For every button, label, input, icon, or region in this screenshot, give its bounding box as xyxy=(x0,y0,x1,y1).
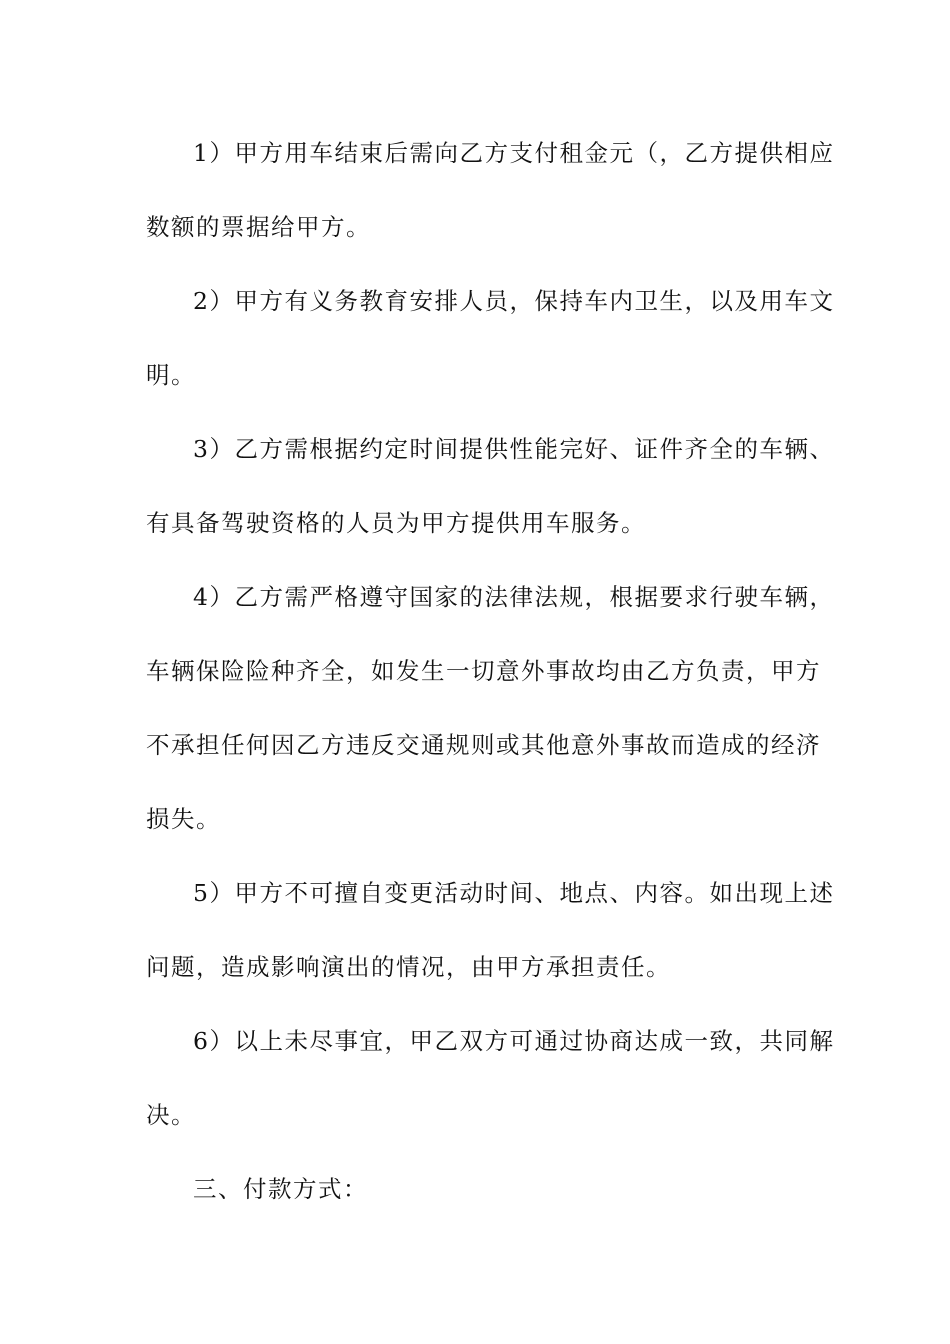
line-13: 6）以上未尽事宜，甲乙双方可通过协商达成一致，共同解 xyxy=(193,1027,835,1055)
line-8: 车辆保险险种齐全，如发生一切意外事故均由乙方负责，甲方 xyxy=(146,657,821,685)
line-6: 有具备驾驶资格的人员为甲方提供用车服务。 xyxy=(146,509,646,537)
section-heading-payment: 三、付款方式： xyxy=(193,1175,368,1203)
line-5: 3）乙方需根据约定时间提供性能完好、证件齐全的车辆、 xyxy=(193,435,835,463)
document-body xyxy=(146,130,835,1240)
line-4: 明。 xyxy=(146,361,196,389)
line-3: 2）甲方有义务教育安排人员，保持车内卫生，以及用车文 xyxy=(193,287,835,315)
line-9: 不承担任何因乙方违反交通规则或其他意外事故而造成的经济 xyxy=(146,731,821,759)
line-14: 决。 xyxy=(146,1101,196,1129)
line-1: 1）甲方用车结束后需向乙方支付租金元（，乙方提供相应 xyxy=(193,139,835,167)
line-12: 问题，造成影响演出的情况，由甲方承担责任。 xyxy=(146,953,671,981)
line-2: 数额的票据给甲方。 xyxy=(146,213,371,241)
line-11: 5）甲方不可擅自变更活动时间、地点、内容。如出现上述 xyxy=(193,879,835,907)
line-7: 4）乙方需严格遵守国家的法律法规，根据要求行驶车辆， xyxy=(193,583,835,611)
line-10: 损失。 xyxy=(146,805,221,833)
